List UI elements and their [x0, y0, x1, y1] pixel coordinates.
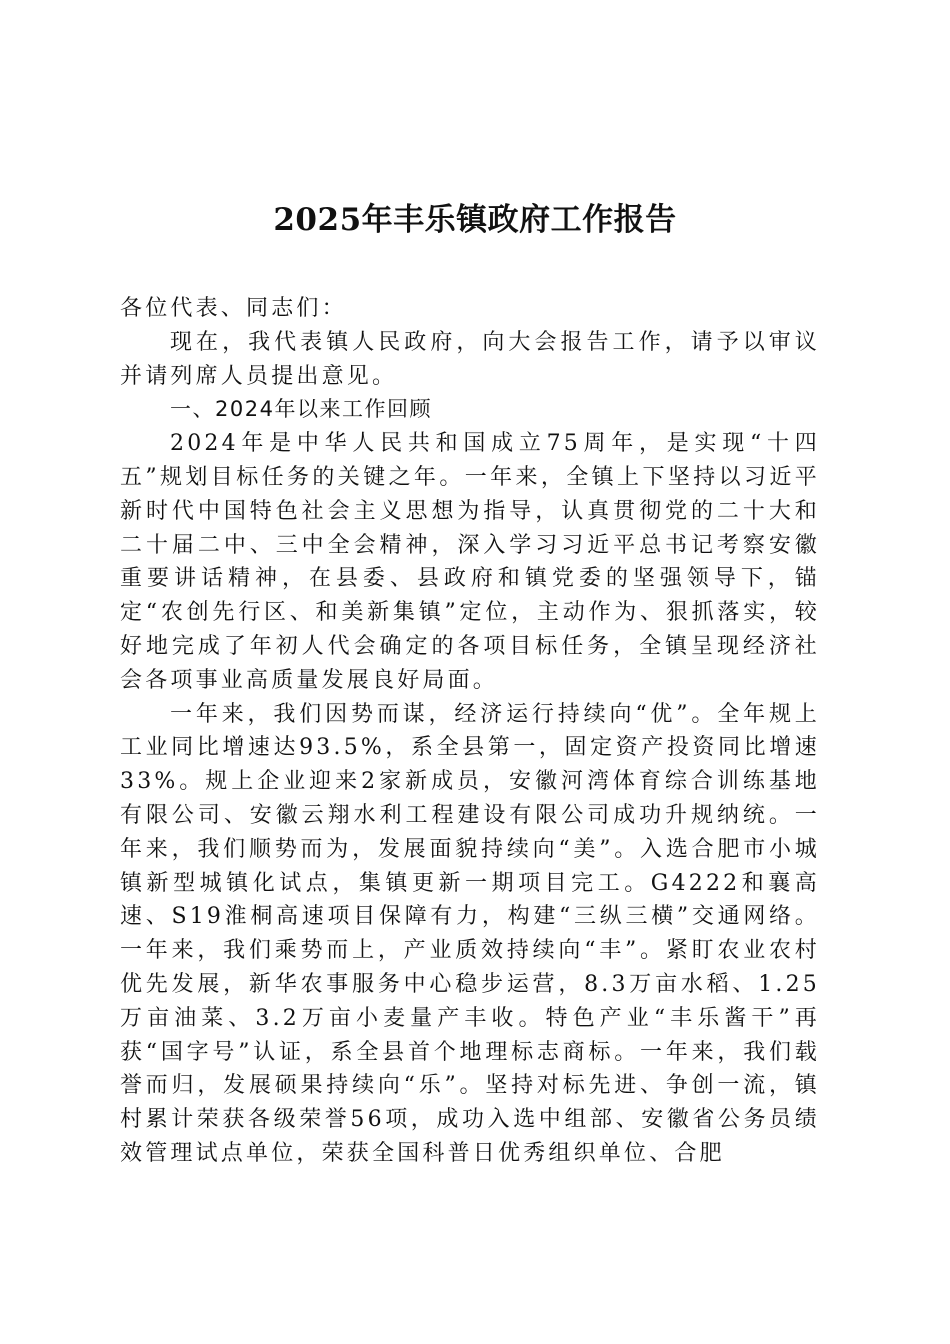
- section-heading: 一、2024年以来工作回顾: [170, 397, 432, 422]
- body-paragraph-2: 一年来，我们因势而谋，经济运行持续向“优”。全年规上工业同比增速达93.5%，系全县第一，固定资产投资同比增速33%。规上企业迎来2家新成员，安徽河湾体育综合训练基地有限公司、安徽云翔水利工程建设有限公司成功升规纳统。一年来，我们顺势而为，发展面貌持续向“美”。入选合肥市小城镇新型城镇化试点，集镇更新一期项目完工。G4222和襄高速、S19淮桐高速项目保障有力，构建“三纵三横”交通网络。一年来，我们乘势而上，产业质效持续向“丰”。紧盯农业农村优先发展，新华农事服务中心稳步运营，8.3万亩水稻、1.25万亩油菜、3.2万亩小麦量产丰收。特色产业“丰乐酱干”再获“国字号”认证，系全县首个地理标志商标。一年来，我们载誉而归，发展硕果持续向“乐”。坚持对标先进、争创一流，镇村累计荣获各级荣誉56项，成功入选中组部、安徽省公务员绩效管理试点单位，荣获全国科普日优秀组织单位、合肥: [120, 701, 820, 1166]
- body-paragraph-1: 2024年是中华人民共和国成立75周年，是实现“十四五”规划目标任务的关键之年。一年来，全镇上下坚持以习近平新时代中国特色社会主义思想为指导，认真贯彻党的二十大和二十届二中、三中全会精神，深入学习习近平总书记考察安徽重要讲话精神，在县委、县政府和镇党委的坚强领导下，锚定“农创先行区、和美新集镇”定位，主动作为、狠抓落实，较好地完成了年初人代会确定的各项目标任务，全镇呈现经济社会各项事业高质量发展良好局面。: [120, 431, 820, 693]
- document-body: [120, 292, 820, 1171]
- document-title: 2025年丰乐镇政府工作报告: [273, 202, 677, 238]
- intro-paragraph: 现在，我代表镇人民政府，向大会报告工作，请予以审议并请列席人员提出意见。: [120, 329, 820, 389]
- salutation: 各位代表、同志们：: [120, 296, 347, 321]
